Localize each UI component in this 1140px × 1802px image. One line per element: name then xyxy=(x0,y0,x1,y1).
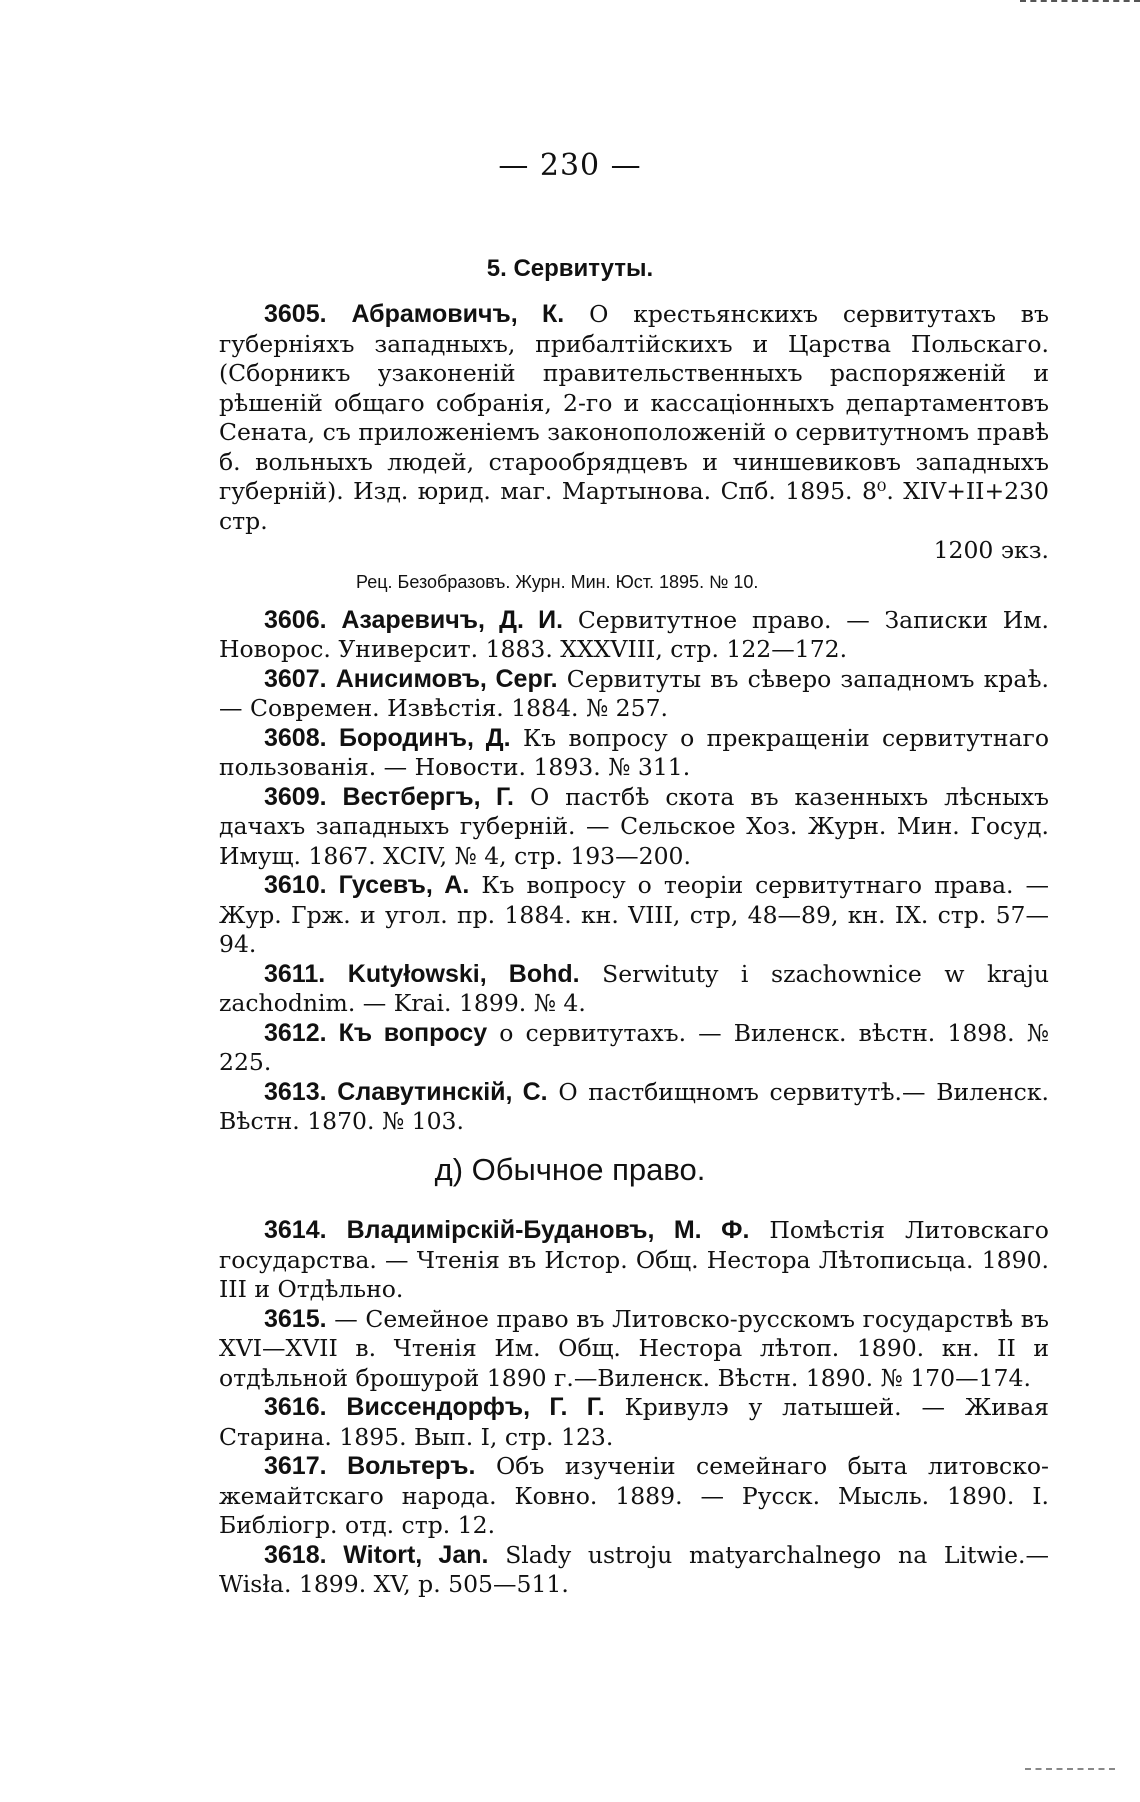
entry-number: 3612. xyxy=(264,1018,327,1047)
bib-entry xyxy=(219,783,1049,872)
entry-number: 3607. xyxy=(264,664,327,693)
entry-author: Анисимовъ, Серг. xyxy=(335,664,558,693)
section-heading-customary-law: д) Обычное право. xyxy=(434,1152,706,1187)
section-customary-law-entries xyxy=(219,1216,1049,1600)
entry-author: Гусевъ, А. xyxy=(338,871,470,899)
entry-text: Сервитуты въ сѣверо западномъ краѣ. — Современ. Извѣстія. 1884. № 257. xyxy=(219,664,1049,722)
entry-author: Kutyłowski, Bohd. xyxy=(347,959,580,988)
entry-number: 3615. xyxy=(264,1304,327,1333)
entry-text: Къ вопросу о теоріи сервитутнаго права. — Жур. Грж. и угол. пр. 1884. кн. VIII, стр, 48—89, кн. IX. стр. 57—94. xyxy=(219,871,1050,958)
bib-entry xyxy=(219,871,1049,960)
entry-number: 3606. xyxy=(264,605,327,634)
entry-text: О пастбѣ скота въ казенныхъ лѣсныхъ дачахъ западныхъ губерній. — Сельское Хоз. Журн. Мин. Госуд. Имущ. 1867. XCIV, № 4, стр. 193—200. xyxy=(219,782,1049,870)
entry-print-run: 1200 экз. xyxy=(933,536,1049,564)
entry-author: Къ вопросу xyxy=(338,1018,488,1047)
section-servitudes-entries xyxy=(219,300,1049,1137)
bib-entry xyxy=(219,606,1049,665)
bib-entry xyxy=(219,300,1049,566)
bib-entry xyxy=(219,1078,1049,1137)
entry-number: 3608. xyxy=(264,723,327,752)
scan-edge-marks-bottom xyxy=(1025,1768,1115,1772)
entry-number: 3614. xyxy=(264,1216,327,1244)
entry-text: О крестьянскихъ сервитутахъ въ губерніяхъ западныхъ, прибалтійскихъ и Царства Польскаго. (Сборникъ узаконеній правительственныхъ распоряженій и рѣшеній общаго собранія, 2-го и кассаціонныхъ департаментовъ Сената, съ приложеніемъ законоположеній о сервитутномъ правѣ б. вольныхъ людей, старообрядцевъ и чиншевиковъ западныхъ губерній). Изд. юрид. маг. Мартынова. Спб. 1895. 8⁰. XIV+II+230 стр. xyxy=(219,300,1049,535)
entry-text: — Семейное право въ Литовско-русскомъ государствѣ въ XVI—XVII в. Чтенія Им. Общ. Нестора лѣтоп. 1890. кн. II и отдѣльной брошурой 1890 г.—Виленск. Вѣстн. 1890. № 170—174. xyxy=(219,1304,1049,1392)
entry-text: о сервитутахъ. — Виленск. вѣстн. 1898. № 225. xyxy=(219,1018,1049,1076)
entry-author: Witort, Jan. xyxy=(343,1540,489,1569)
page-number: — 230 — xyxy=(498,148,642,183)
entry-number: 3613. xyxy=(264,1077,327,1106)
entry-text: Кривулэ у латышей. — Живая Старина. 1895. Вып. I, стр. 123. xyxy=(219,1393,1049,1451)
bib-entry xyxy=(219,1305,1049,1394)
bib-entry xyxy=(219,724,1049,783)
entry-author: Вольтеръ. xyxy=(347,1452,476,1480)
entry-author: Азаревичъ, Д. И. xyxy=(341,605,564,634)
entry-author: Вестбергъ, Г. xyxy=(342,782,514,811)
section-heading-servitudes: 5. Сервитуты. xyxy=(486,255,654,282)
scan-edge-marks xyxy=(1020,0,1140,14)
entry-author: Бородинъ, Д. xyxy=(338,723,511,752)
bib-entry xyxy=(219,1019,1049,1078)
bib-entry xyxy=(219,1452,1049,1541)
bib-entry xyxy=(219,1393,1049,1452)
entry-text: Къ вопросу о прекращеніи сервитутнаго пользованія. — Новости. 1893. № 311. xyxy=(219,723,1049,781)
entry-author: Абрамовичъ, К. xyxy=(351,300,565,328)
entry-author: Славутинскій, С. xyxy=(337,1077,548,1106)
entry-text: О пастбищномъ сервитутѣ.— Виленск. Вѣстн. 1870. № 103. xyxy=(219,1077,1049,1135)
entry-text: Сервитутное право. — Записки Им. Новорос. Университ. 1883. XXXVIII, стр. 122—172. xyxy=(219,605,1049,663)
entry-number: 3611. xyxy=(264,959,326,988)
bib-entry xyxy=(219,665,1049,724)
bib-entry xyxy=(219,960,1049,1019)
entry-text: Объ изученіи семейнаго быта литовско-жемайтскаго народа. Ковно. 1889. — Русск. Мысль. 1890. I. Библіогр. отд. стр. 12. xyxy=(219,1452,1049,1539)
entry-number: 3618. xyxy=(264,1540,327,1569)
entry-author: Виссендорфъ, Г. Г. xyxy=(346,1393,605,1421)
entry-number: 3610. xyxy=(264,871,327,899)
entry-number: 3616. xyxy=(264,1393,327,1421)
entry-number: 3617. xyxy=(264,1452,327,1480)
bib-entry xyxy=(219,1216,1049,1305)
entry-author: Владимірскій-Будановъ, М. Ф. xyxy=(346,1216,750,1244)
entry-text: Slady ustroju matyarchalnego na Litwie.— Wisła. 1899. XV, p. 505—511. xyxy=(219,1540,1049,1598)
entry-text: Serwituty i szachownice w kraju zachodnim. — Krai. 1899. № 4. xyxy=(219,959,1049,1017)
entry-number: 3605. xyxy=(264,300,327,328)
bib-entry xyxy=(219,1541,1049,1600)
entry-review: Рец. Безобразовъ. Журн. Мин. Юст. 1895. № 10. xyxy=(356,571,759,592)
entry-text: Помѣстія Литовскаго государства. — Чтенія въ Истор. Общ. Нестора Лѣтописьца. 1890. III и Отдѣльно. xyxy=(219,1216,1049,1303)
entry-number: 3609. xyxy=(264,782,327,811)
